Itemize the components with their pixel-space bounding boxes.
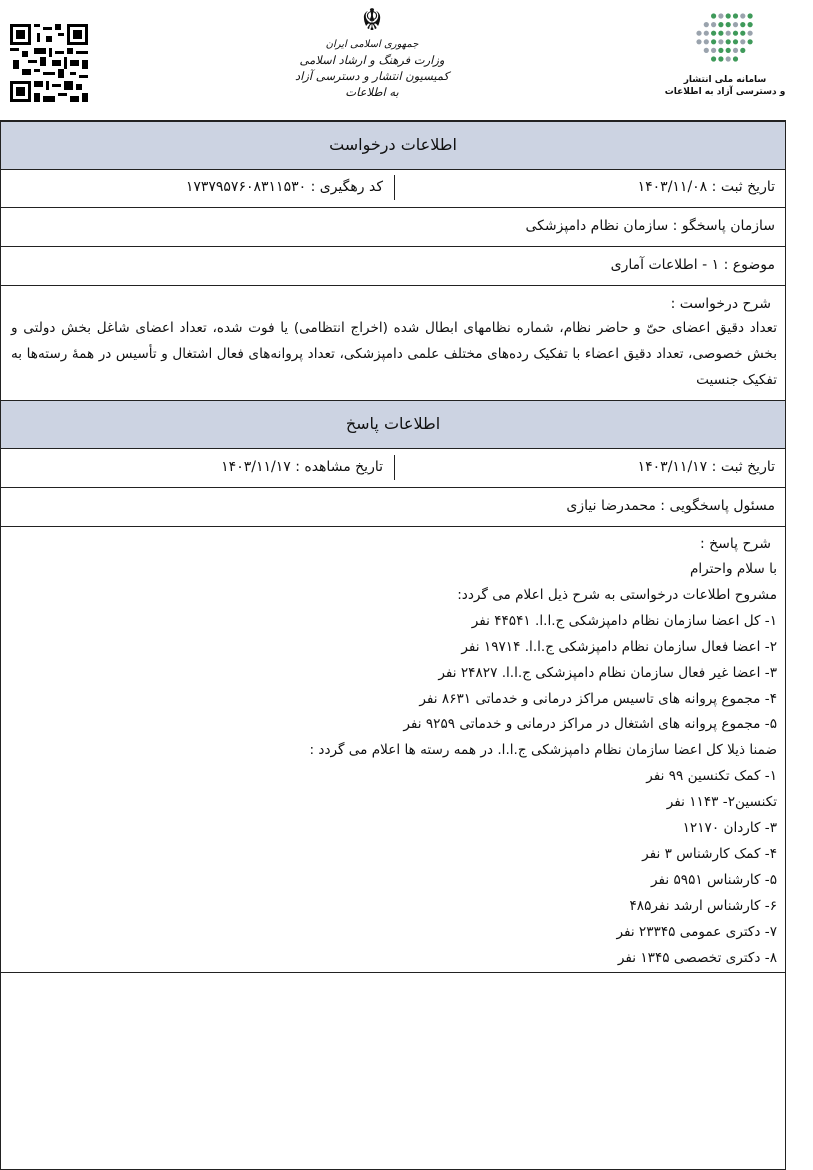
request-description-row (1, 286, 785, 401)
response-line: ۱- کمک تکنسین ۹۹ نفر (646, 768, 777, 785)
response-dates-row (1, 449, 785, 488)
request-section-title: اطلاعات درخواست (1, 122, 785, 170)
response-lines (310, 557, 778, 972)
response-line: ضمنا ذیلا کل اعضا سازمان نظام دامپزشکی ج.ا.ا. در همه رسته ها اعلام می گردد : (309, 742, 777, 759)
logo-dot (711, 56, 716, 61)
response-line: ۴- کمک کارشناس ۳ نفر (642, 845, 777, 862)
response-line: ۴- مجموع پروانه های تاسیس مراکز درمانی و خدماتی ۸۶۳۱ نفر (419, 690, 777, 707)
logo-dot (718, 22, 723, 27)
logo-dot (726, 39, 731, 44)
logo-line-1: سامانه ملی انتشار (683, 75, 767, 85)
ministry-emblem (292, 4, 452, 114)
logo-dot (733, 56, 738, 61)
logo-dot (740, 39, 745, 44)
qr-code-icon (10, 24, 88, 102)
system-logo (660, 12, 790, 108)
tracking-code: کد رهگیری : ۱۷۳۷۹۵۷۶۰۸۳۱۱۵۳۰ (185, 179, 383, 195)
responsible-row (1, 488, 785, 527)
logo-dot (726, 13, 731, 18)
subject: موضوع : ۱ - اطلاعات آماری (610, 257, 775, 273)
response-line: تکنسین۲- ۱۱۴۳ نفر (666, 794, 777, 811)
logo-dot (711, 48, 716, 53)
logo-dot (748, 31, 753, 36)
response-line: مشروح اطلاعات درخواستی به شرح ذیل اعلام می گردد: (457, 586, 777, 603)
subject-row (1, 247, 785, 286)
logo-dot (711, 22, 716, 27)
logo-dot (748, 22, 753, 27)
response-section-title: اطلاعات پاسخ (1, 401, 785, 449)
logo-dot (696, 39, 701, 44)
logo-dot (726, 48, 731, 53)
logo-dot (740, 13, 745, 18)
response-line: ۷- دکتری عمومی ۲۳۳۴۵ نفر (616, 923, 777, 940)
response-line: ۵- مجموع پروانه های اشتغال در مراکز درمانی و خدماتی ۹۲۵۹ نفر (403, 716, 777, 733)
response-line: با سلام واحترام (689, 561, 777, 577)
view-date: تاریخ مشاهده : ۱۴۰۳/۱۱/۱۷ (221, 459, 383, 475)
response-description-row (1, 527, 785, 973)
logo-dot (733, 22, 738, 27)
logo-dot (740, 48, 745, 53)
response-line: ۳- اعضا غیر فعال سازمان نظام دامپزشکی ج.ا.ا. ۲۴۸۲۷ نفر (438, 664, 777, 681)
logo-dot (748, 39, 753, 44)
logo-dot (711, 13, 716, 18)
logo-dot (726, 22, 731, 27)
request-desc-label: شرح درخواست : (670, 296, 771, 312)
request-desc-text: تعداد دقیق اعضای حیّ و حاضر نظام، شماره نظامهای ابطال شده (اخراج انتظامی) یا فوت شده، تعداد اعضای شاغل بخش دولتی و بخش خصوصی، تعداد دقیق اعضاء با تفکیک رده‌های مختلف علمی دامپزشکی، تعداد پروانه‌های فعال اشتغال و تأسیس در همهٔ رسته‌ها به تفکیک جنسیت (11, 320, 777, 388)
logo-dot (733, 48, 738, 53)
response-line: ۲- اعضا فعال سازمان نظام دامپزشکی ج.ا.ا. ۱۹۷۱۴ نفر (461, 638, 777, 655)
response-line: ۱- کل اعضا سازمان نظام دامپزشکی ج.ا.ا. ۴۴۵۴۱ نفر (471, 612, 777, 629)
responsible-person: مسئول پاسخگویی : محمدرضا نیازی (566, 498, 775, 514)
logo-dot (704, 39, 709, 44)
logo-dot (718, 39, 723, 44)
response-line: ۶- کارشناس ارشد نفر۴۸۵ (629, 897, 777, 914)
responder-org-row (1, 208, 785, 247)
emblem-line-1: جمهوری اسلامی ایران (325, 39, 419, 50)
logo-dot (740, 22, 745, 27)
logo-dot (733, 31, 738, 36)
logo-dot (718, 13, 723, 18)
logo-dot (726, 56, 731, 61)
responder-org: سازمان پاسخگو : سازمان نظام دامپزشکی (525, 218, 775, 234)
logo-dot (733, 13, 738, 18)
emblem-line-2: وزارت فرهنگ و ارشاد اسلامی (299, 53, 445, 67)
logo-dot (733, 39, 738, 44)
row-divider (394, 175, 395, 200)
logo-dot (704, 22, 709, 27)
logo-dot (726, 31, 731, 36)
logo-dot (748, 13, 753, 18)
row-divider (394, 455, 395, 480)
response-reg-date: تاریخ ثبت : ۱۴۰۳/۱۱/۱۷ (637, 459, 775, 475)
response-line: ۳- کاردان ۱۲۱۷۰ (682, 820, 777, 837)
iran-emblem-icon: ☬ (361, 3, 383, 38)
request-reg-date: تاریخ ثبت : ۱۴۰۳/۱۱/۰۸ (637, 179, 775, 195)
form-frame (0, 120, 786, 1170)
response-desc-label: شرح پاسخ : (699, 536, 771, 552)
logo-dot (704, 48, 709, 53)
request-dates-row (1, 169, 785, 208)
logo-line-2: و دسترسی آزاد به اطلاعات (664, 87, 786, 97)
logo-dot (704, 31, 709, 36)
response-line: ۵- کارشناس ۵۹۵۱ نفر (651, 871, 777, 888)
dots-logo-icon (695, 12, 755, 70)
logo-dot (711, 39, 716, 44)
emblem-line-3: کمیسیون انتشار و دسترسی آزاد به اطلاعات (295, 69, 449, 99)
logo-dot (740, 31, 745, 36)
logo-dot (718, 56, 723, 61)
logo-dot (718, 48, 723, 53)
logo-dot (711, 31, 716, 36)
response-line: ۸- دکتری تخصصی ۱۳۴۵ نفر (617, 949, 777, 966)
logo-dot (696, 31, 701, 36)
logo-dot (718, 31, 723, 36)
page-header (0, 0, 813, 120)
